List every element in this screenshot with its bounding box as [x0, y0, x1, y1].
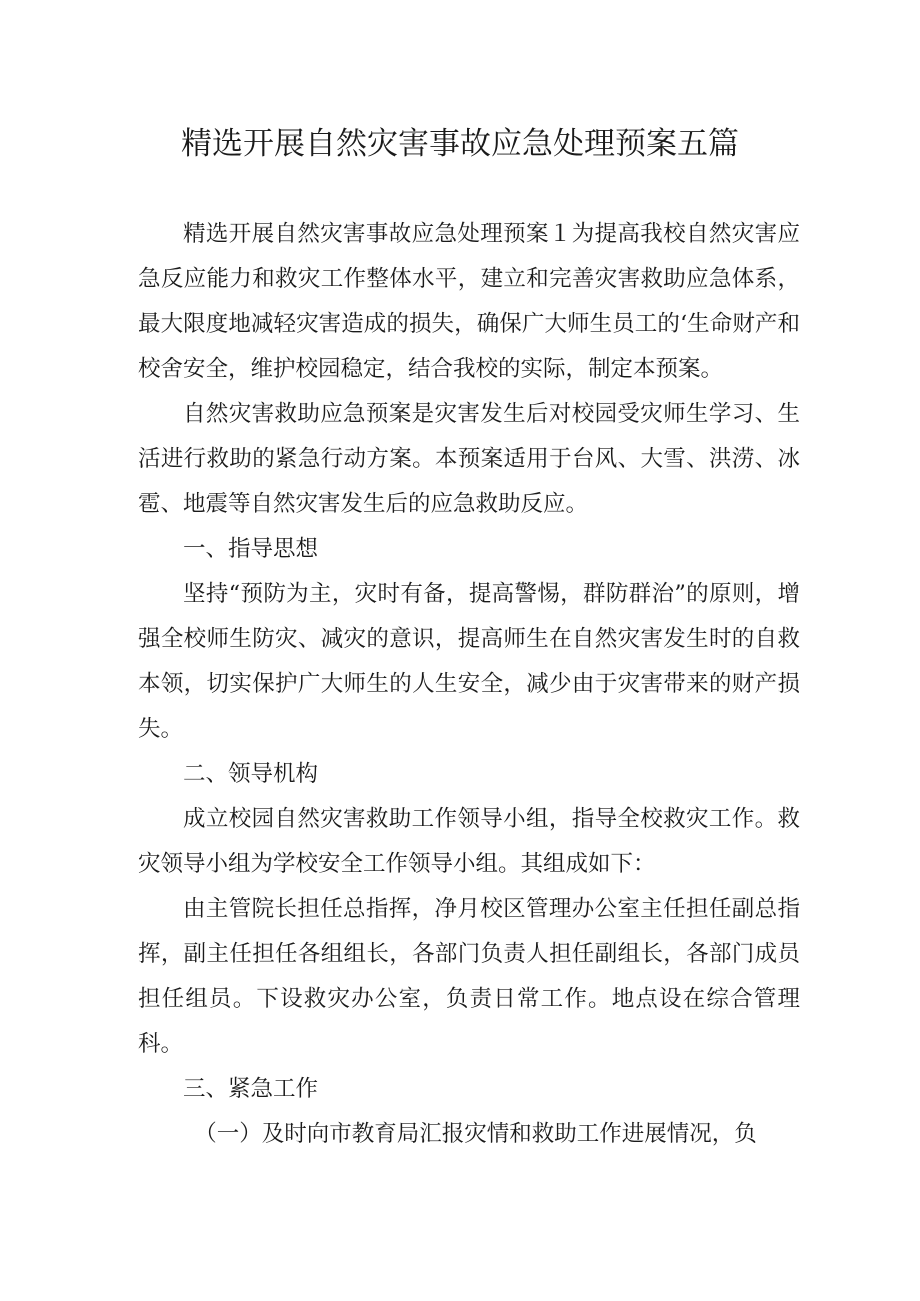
section-heading-emergency-work: 三、紧急工作: [183, 1076, 319, 1102]
paragraph-scope: 自然灾害救助应急预案是灾害发生后对校园受灾师生学习、生活进行救助的紧急行动方案。本预案适用于台风、大雪、洪涝、冰雹、地震等自然灾害发生后的应急救助反应。: [138, 401, 800, 517]
paragraph-leadership-group: 成立校园自然灾害救助工作领导小组，指导全校救灾工作。救灾领导小组为学校安全工作领导小组。其组成如下：: [138, 806, 800, 877]
paragraph-leadership-composition: 由主管院长担任总指挥，净月校区管理办公室主任担任副总指挥，副主任担任各组组长，各部门负责人担任副组长，各部门成员担任组员。下设救灾办公室，负责日常工作。地点设在综合管理科。: [138, 896, 800, 1057]
paragraph-intro: 精选开展自然灾害事故应急处理预案１为提高我校自然灾害应急反应能力和救灾工作整体水平，建立和完善灾害救助应急体系，最大限度地减轻灾害造成的损失，确保广大师生员工的‘生命财产和校舍安全，维护校园稳定，结合我校的实际，制定本预案。: [138, 221, 800, 382]
section-heading-leadership: 二、领导机构: [183, 761, 319, 787]
document-body: [138, 212, 800, 1157]
document-title: 精选开展自然灾害事故应急处理预案五篇: [181, 126, 739, 162]
section-heading-guiding-ideology: 一、指导思想: [183, 536, 319, 562]
paragraph-guiding-ideology: 坚持“预防为主，灾时有备，提高警惕，群防群治”的原则，增强全校师生防灾、减灾的意识，提高师生在自然灾害发生时的自救本领，切实保护广大师生的人生安全，减少由于灾害带来的财产损失。: [138, 581, 800, 742]
paragraph-emergency-item-1: （一）及时向市教育局汇报灾情和救助工作进展情况，负: [194, 1121, 757, 1147]
